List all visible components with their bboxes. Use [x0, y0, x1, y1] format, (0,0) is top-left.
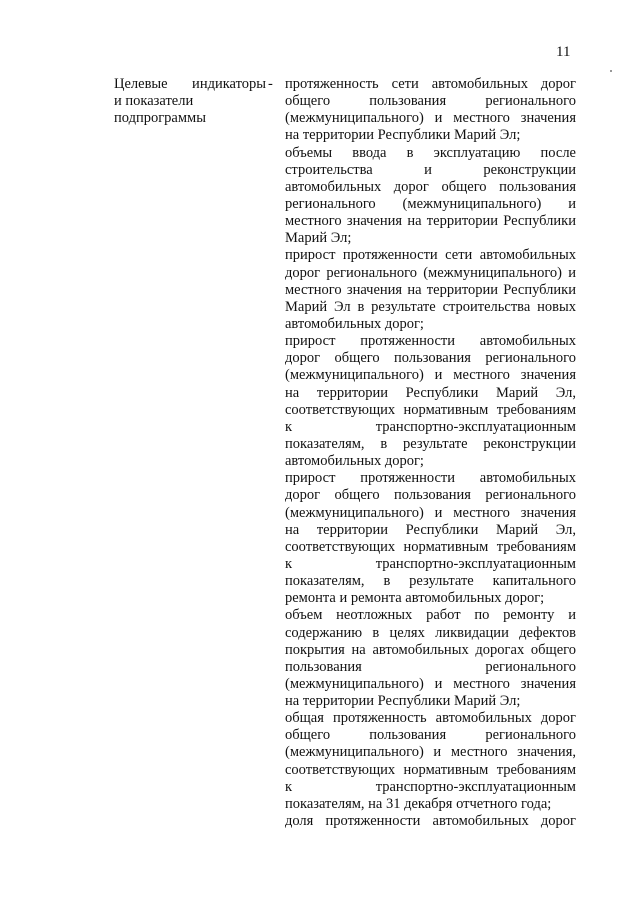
table-dash: -	[268, 76, 273, 92]
content-line: автомобильных дорог;	[285, 453, 424, 470]
label-line: и показатели	[114, 93, 194, 110]
label-line: подпрограммы	[114, 110, 206, 127]
content-line: на территории Республики Марий Эл,	[285, 521, 576, 538]
content-line: показателям, в результате реконструкции	[285, 435, 576, 452]
content-line: местного значения на территории Республики	[285, 281, 576, 298]
content-line: общая протяженность автомобильных дорог	[285, 710, 576, 727]
table-content-cell	[285, 76, 576, 830]
content-line: (межмуниципального) и местного значения	[285, 675, 576, 692]
content-line: соответствующих нормативным требованиям	[285, 538, 576, 555]
content-line: прирост протяженности сети автомобильных	[285, 247, 576, 264]
content-line: Марий Эл;	[285, 230, 352, 247]
content-line: общего пользования регионального	[285, 93, 576, 110]
content-line: доля протяженности автомобильных дорог	[285, 813, 576, 830]
content-line: содержанию в целях ликвидации дефектов	[285, 624, 576, 641]
content-line: пользования регионального	[285, 658, 576, 675]
content-line: на территории Республики Марий Эл;	[285, 693, 521, 710]
content-line: к транспортно-эксплуатационным	[285, 555, 576, 572]
content-line: к транспортно-эксплуатационным	[285, 418, 576, 435]
content-line: дорог общего пользования регионального	[285, 487, 576, 504]
content-line: соответствующих нормативным требованиям	[285, 401, 576, 418]
content-line: на территории Республики Марий Эл;	[285, 127, 521, 144]
content-line: автомобильных дорог общего пользования	[285, 178, 576, 195]
content-line: дорог регионального (межмуниципального) и	[285, 264, 576, 281]
content-line: показателям, в результате капитального	[285, 573, 576, 590]
content-line: (межмуниципального) и местного значения	[285, 367, 576, 384]
content-line: регионального (межмуниципального) и	[285, 195, 576, 212]
content-line: (межмуниципального) и местного значения	[285, 110, 576, 127]
page-number: 11	[556, 44, 571, 60]
content-line: соответствующих нормативным требованиям	[285, 761, 576, 778]
content-line: дорог общего пользования регионального	[285, 350, 576, 367]
content-line: Марий Эл в результате строительства новых	[285, 298, 576, 315]
content-line: покрытия на автомобильных дорогах общего	[285, 641, 576, 658]
content-line: показателям, на 31 декабря отчетного года;	[285, 795, 552, 812]
content-line: прирост протяженности автомобильных	[285, 333, 576, 350]
content-line: автомобильных дорог;	[285, 315, 424, 332]
content-line: протяженность сети автомобильных дорог	[285, 76, 576, 92]
content-line: прирост протяженности автомобильных	[285, 470, 576, 487]
content-line: (межмуниципального) и местного значения	[285, 504, 576, 521]
content-line: на территории Республики Марий Эл,	[285, 384, 576, 401]
content-line: местного значения на территории Республики	[285, 213, 576, 230]
content-line: (межмуниципального) и местного значения,	[285, 744, 576, 761]
table-label-cell	[114, 76, 266, 127]
scan-artifact-dot	[610, 70, 612, 72]
content-line: ремонта и ремонта автомобильных дорог;	[285, 590, 545, 607]
content-line: к транспортно-эксплуатационным	[285, 778, 576, 795]
content-line: строительства и реконструкции	[285, 161, 576, 178]
content-line: объем неотложных работ по ремонту и	[285, 607, 576, 624]
content-line: объемы ввода в эксплуатацию после	[285, 144, 576, 161]
label-line: Целевые индикаторы	[114, 76, 266, 92]
content-line: общего пользования регионального	[285, 727, 576, 744]
